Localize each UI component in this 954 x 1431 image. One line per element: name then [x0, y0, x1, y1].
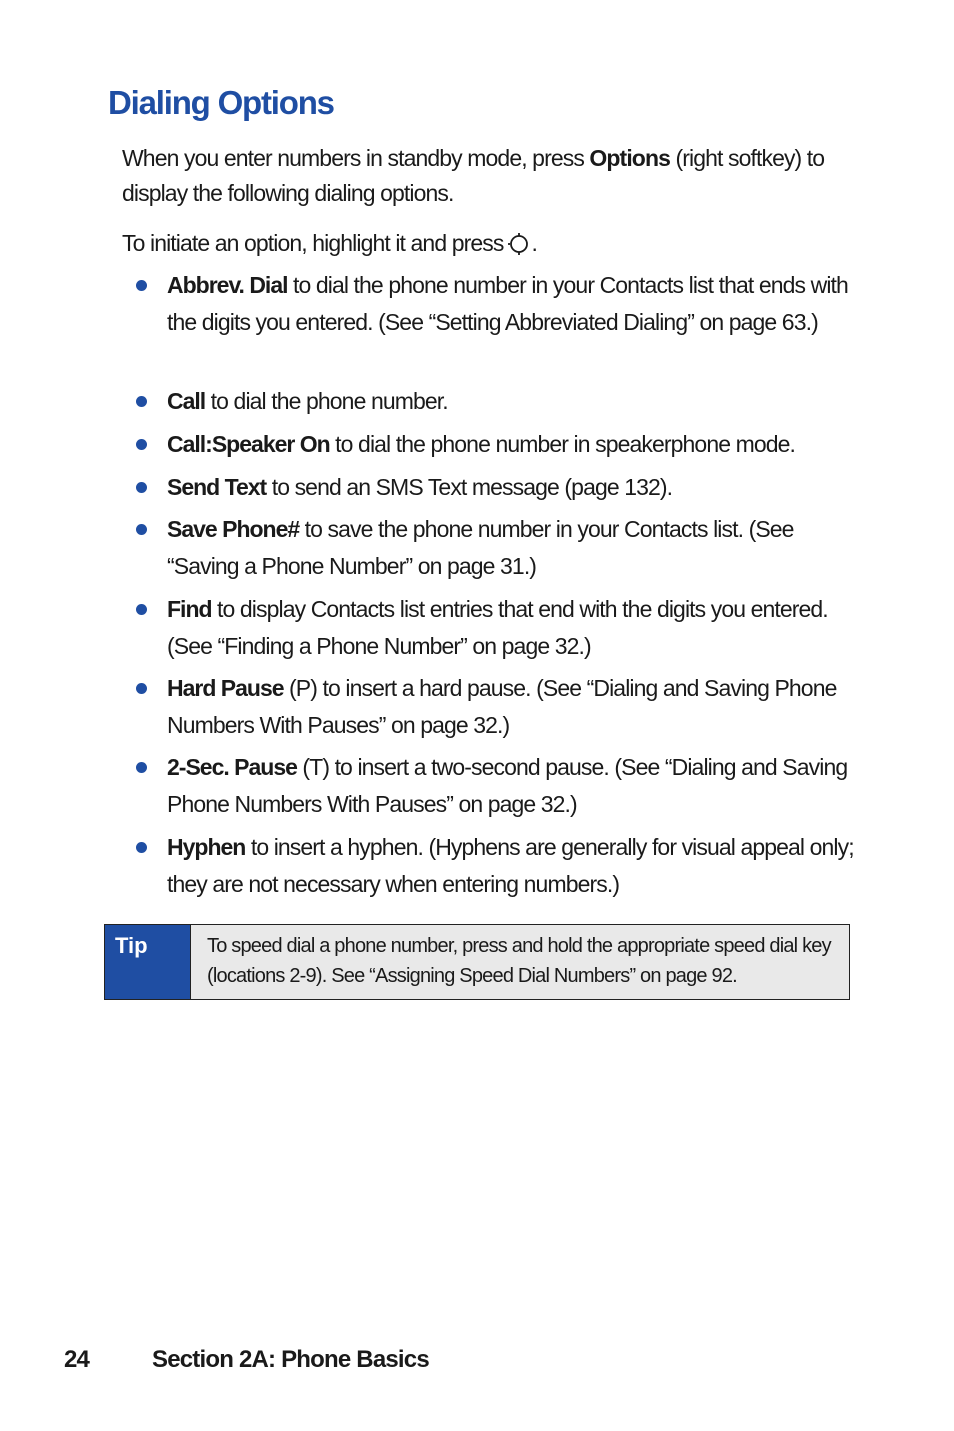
initiate-period: . [531, 230, 537, 256]
option-term: 2-Sec. Pause [167, 754, 297, 780]
option-description: to dial the phone number in speakerphone mode. [329, 431, 796, 457]
list-item [167, 469, 857, 506]
options-softkey-label: Options [589, 145, 671, 171]
option-description: (P) to insert a hard pause. (See “Dialing and Saving Phone Numbers With Pauses” on page 32.) [167, 675, 837, 738]
tip-box [104, 924, 850, 1000]
option-term: Hyphen [167, 834, 246, 860]
option-description: to save the phone number in your Contacts list. (See “Saving a Phone Number” on page 31.) [167, 516, 794, 579]
list-item [167, 267, 857, 341]
option-description: to display Contacts list entries that end with the digits you entered. (See “Finding a Phone Number” on page 32.) [167, 596, 828, 659]
page-title: Dialing Options [108, 84, 334, 121]
option-description: to insert a hyphen. (Hyphens are generally for visual appeal only; they are not necessary when entering numbers.) [167, 834, 854, 897]
page-footer [64, 1346, 429, 1374]
option-term: Hard Pause [167, 675, 284, 701]
option-term: Call:Speaker On [167, 431, 330, 457]
bullet-icon [136, 762, 147, 773]
option-description: (T) to insert a two-second pause. (See “Dialing and Saving Phone Numbers With Pauses” on page 32.) [167, 754, 848, 817]
initiate-paragraph [122, 226, 862, 261]
intro-text-after: (right softkey) to display the following dialing options. [122, 145, 825, 206]
section-title: Section 2A: Phone Basics [152, 1346, 429, 1373]
bullet-icon [136, 842, 147, 853]
list-item [167, 591, 857, 665]
list-item [167, 670, 857, 744]
list-item [167, 749, 857, 823]
option-description: to send an SMS Text message (page 132). [266, 474, 673, 500]
bullet-icon [136, 439, 147, 450]
tip-label: Tip [105, 925, 191, 999]
page-number: 24 [64, 1346, 90, 1373]
bullet-icon [136, 482, 147, 493]
initiate-text: To initiate an option, highlight it and press [122, 230, 504, 256]
intro-paragraph [122, 141, 862, 211]
menu-ok-key-icon [507, 232, 531, 256]
option-term: Find [167, 596, 212, 622]
option-term: Call [167, 388, 206, 414]
option-description: to dial the phone number. [205, 388, 448, 414]
option-term: Abbrev. Dial [167, 272, 288, 298]
list-item [167, 426, 857, 463]
bullet-icon [136, 683, 147, 694]
bullet-icon [136, 280, 147, 291]
option-term: Save Phone# [167, 516, 300, 542]
option-description: to dial the phone number in your Contacts list that ends with the digits you entered. (See “Setting Abbreviated Dialing” on page 63.) [167, 272, 848, 335]
list-item [167, 383, 857, 420]
tip-text: To speed dial a phone number, press and hold the appropriate speed dial key (locations 2-9). See “Assigning Speed Dial Numbers” on page 92. [207, 935, 831, 987]
list-item [167, 511, 857, 585]
bullet-icon [136, 524, 147, 535]
intro-text-before: When you enter numbers in standby mode, press [122, 145, 590, 171]
option-term: Send Text [167, 474, 267, 500]
bullet-icon [136, 396, 147, 407]
list-item [167, 829, 857, 903]
bullet-icon [136, 604, 147, 615]
